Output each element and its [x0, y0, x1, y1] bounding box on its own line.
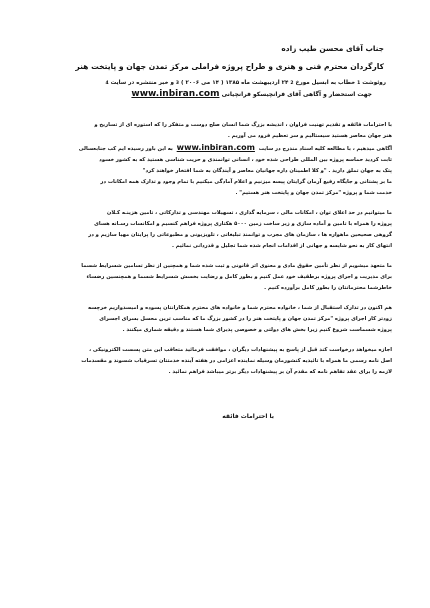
- reference-text-mid: خطاب به ابسیل مورخ: [295, 80, 356, 86]
- paragraph-line: انتهای کار به نحو شایسه و جهانی از اقدامات انجام شده شما تجلیل و قدردانی نمائیم .: [171, 243, 392, 249]
- footnote-marker-1: 1: [357, 81, 361, 86]
- paragraph-5: [38, 345, 392, 378]
- reference-text-after: و خبر منتشره در سایت: [110, 80, 174, 86]
- website-link[interactable]: www.inbiran.com: [131, 89, 220, 99]
- paragraph-line: ما میتوانیم در حد اعلای توان ، امکانات مالی ، سرمایه گذاری ، تسهیلات مهندسی و تدارکاتی ، تامین هزینـه کـلان: [106, 210, 392, 216]
- paragraph-line: اصل نامه رسمی ما همراه با تائیدیه کنشورمان وسیله نماینده اعزامی در هفته آینده خدمتتان تسرقیاب شسوند و مقسدمات: [81, 358, 392, 364]
- paragraph-line: خاطرشما محترمانتان را بطور کامل برآورده کنیم .: [264, 285, 392, 291]
- paragraph-line: لازمه را برای عقد تفاهم نامه که مقدم آن بر پیشنهادات دیگر برتر میباشد فراهم نمائید .: [168, 369, 392, 375]
- paragraph-line: پروژه شسماست شروع کنیم زیرا بخش های دولتی و خصوصی پذیرای شما هستند و دقیقه شماری میکنند .: [122, 327, 392, 333]
- paragraph-2: [38, 208, 392, 252]
- paragraph-line: پتک به جهان تملق دارید . "و کلا اطمینان داره جهانیان معاصر و آیندگان به شما افتخار خواهند کرد": [142, 168, 392, 174]
- reference-text-before: روئوشت: [362, 80, 386, 86]
- line-text-before-link: آگاهی میدهیم ، با مطالعه کلیه اسناد مندرج در سایت: [258, 146, 392, 152]
- paragraph-line: [38, 142, 392, 155]
- cc-text: جهت استحضار و آگاهی آقای فرانچیسکو فرانچیانی: [221, 91, 372, 98]
- paragraph-4: [38, 303, 392, 336]
- paragraph-line: پروژه را همراه با تامین و آماده سازی و زیر ساخت زمین ۵۰۰۰ هکتاری پروژه فراهم کنسیم و امکانسات رسـانه هسای: [94, 221, 392, 227]
- salutation: جناب آقای محسن طیب زاده: [281, 44, 384, 53]
- line-text-after-link: به این باور رسیده ایم کب جنابعسالی: [78, 146, 173, 152]
- footnote-marker-3: 3: [175, 81, 180, 86]
- paragraph-line: هم اکنون در تدارک استقبال از شما ، خانواده محترم شما و خانواده های محترم همکارانتان پسوده و امیسدواریم خرچسه: [87, 305, 392, 311]
- paragraph-line: با احترامات فائقه و تقدیم تهنیت فراوان ، اندیشه بزرگ شما انسان صلح دوست و متفکر را که استوره ای از تساریخ و: [94, 122, 392, 128]
- paragraph-3: [38, 261, 392, 294]
- paragraph-line: ما متعهد میشویم از نظر تأمین حقوق مادی و معنوی اثر قانونی و ثبت شده شما و همچنین از نظر تسامین شسرایط شسما: [81, 263, 392, 269]
- paragraph-line: زودتر کار اجرای پروژه "مرکز تمدن جهان و پایتخت هنر را در کشور بزرگ ما که مناسب ترین محسل بسرای اجسرای: [99, 316, 392, 322]
- reference-line: [38, 78, 386, 89]
- paragraph-line: گروهی صحیحین ماهواره ها ، سازمان های مجرب و توانمند تبلیغاتی ، تلویزیونی و مطبوعاتی را پرایتان مهیا سازیم و در: [88, 232, 392, 238]
- website-link-inline[interactable]: www.inbiran.com: [176, 143, 255, 152]
- reference-date: ۲۴ اردیبهشت ماه ۱۳۸۵ ( ۱۴ می ۲۰۰۶ ): [180, 80, 289, 86]
- paragraph-line: ما بر پشتانی و جایگاه رفیع آرمان گرایتان پیسه میزنیم و اعلام آمادگی میکنیم با تمام وجود و تدارک همه امکانات در: [100, 179, 392, 185]
- paragraph-1: [38, 120, 392, 199]
- paragraph-line: خدمت شما و پروژه "مرکز تمدن جهان و پایتخت هنر هستیم" .: [235, 190, 392, 196]
- paragraph-line: هنر جهان معاصر هستید سیستالیم و سر تعظیم فرود می آوریم .: [227, 133, 392, 139]
- cc-line: [38, 89, 372, 100]
- paragraph-line: اجازه میخواهد درخواست کند قبل از پاسخ به پیشنهادات دیگران ، موافقت فرمائید متعاقب این متن پسست الکترونیکی ،: [89, 347, 392, 353]
- paragraph-line: ثابت کردید حماسه پروژه بین المللی طراحی شده خود ، انسانی توانمندی و حریت شناسی هستید که به کشور خسود: [99, 157, 392, 163]
- sign-off: با احترامات فائقه: [222, 413, 274, 420]
- letter-subject: کارگردان محترم فنی و هنری و طراح پروژه فراملی مرکز تمدن جهان و پایتخت هنر: [75, 62, 384, 71]
- paragraph-line: برای مدیریت و اجرای پروژه برطقیف خود عمل کنیم و بطور کامل و رضایت بخسش شسرایط شسما و همچنسین رضساء: [86, 274, 392, 280]
- footnote-marker-4: 4: [105, 81, 109, 86]
- footnote-marker-2: 2: [290, 81, 294, 86]
